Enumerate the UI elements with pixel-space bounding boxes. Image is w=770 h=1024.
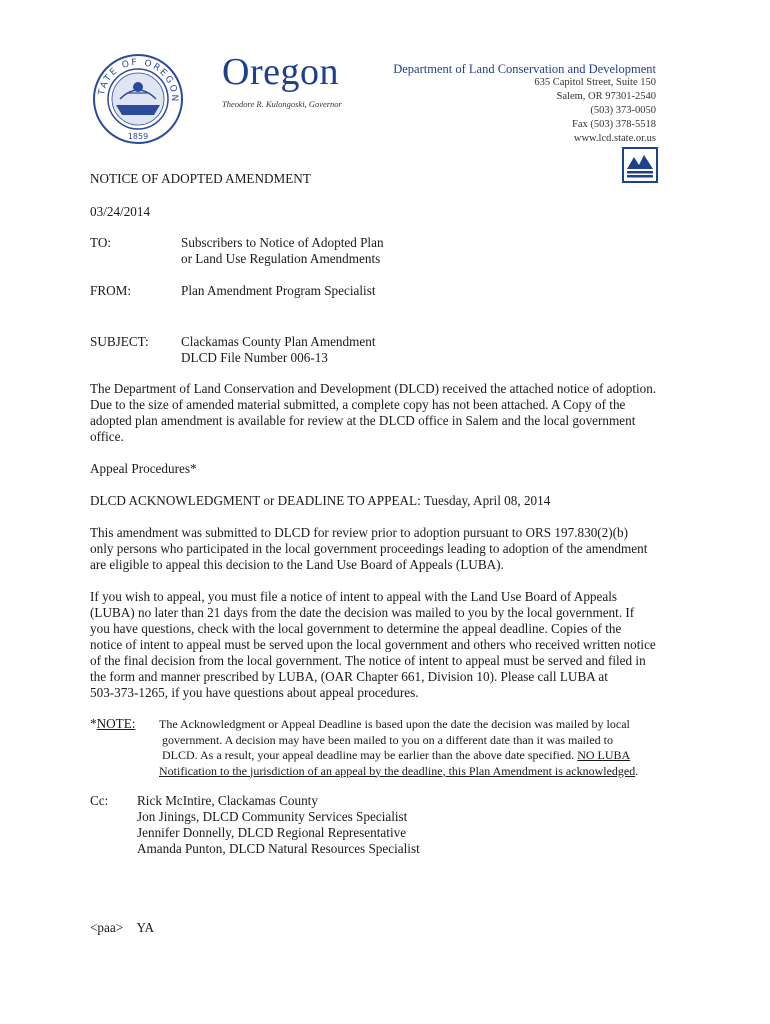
fax-number: Fax (503) 378-5518	[572, 119, 656, 130]
note-line-3-underline: NO LUBA	[577, 748, 631, 762]
eligibility-line-2: only persons who participated in the local government proceedings leading to adoption of the amendment	[90, 541, 648, 556]
note-label	[90, 716, 135, 732]
department-name: Department of Land Conservation and Development	[393, 62, 656, 76]
subject-line-2: DLCD File Number 006-13	[181, 350, 328, 365]
cc-label: Cc:	[90, 793, 109, 808]
intro-paragraph	[90, 381, 685, 445]
seal-year: 1859	[127, 132, 149, 141]
appeal-deadline: DLCD ACKNOWLEDGMENT or DEADLINE TO APPEAL: Tuesday, April 08, 2014	[90, 493, 551, 508]
instructions-line-3: you have questions, check with the local government to determine the appeal deadline. Copies of the	[90, 621, 622, 636]
note-body	[159, 717, 699, 779]
note-line-4-end: .	[635, 763, 639, 778]
department-address-block	[393, 62, 656, 146]
address-line-1: 635 Capitol Street, Suite 150	[534, 77, 656, 88]
instructions-line-2: (LUBA) no later than 21 days from the date the decision was mailed to you by the local government. If	[90, 605, 635, 620]
note-line-4-underline: Notification to the jurisdiction of an appeal by the deadline, this Plan Amendment is acknowledged	[159, 763, 636, 778]
cc-name: Jennifer Donnelly, DLCD Regional Representative	[137, 825, 407, 840]
cc-name: Amanda Punton, DLCD Natural Resources Specialist	[137, 841, 420, 856]
typist-initials: YA	[136, 920, 155, 935]
subject-label: SUBJECT:	[90, 334, 149, 349]
instructions-line-6: the form and manner prescribed by LUBA, (OAR Chapter 661, Division 10). Please call LUBA at	[90, 669, 608, 684]
cc-name: Jon Jinings, DLCD Community Services Specialist	[137, 809, 408, 824]
to-line-2: or Land Use Regulation Amendments	[181, 251, 381, 266]
note-asterisk: *	[90, 716, 97, 731]
note-line-3	[159, 748, 699, 764]
note-line-4	[159, 764, 699, 780]
eligibility-line-3: are eligible to appeal this decision to the Land Use Board of Appeals (LUBA).	[90, 557, 504, 572]
phone-number: (503) 373-0050	[590, 105, 656, 116]
preparer-initials: <paa>	[90, 920, 124, 935]
instructions-line-1: If you wish to appeal, you must file a notice of intent to appeal with the Land Use Board of Appeals	[90, 589, 618, 604]
eligibility-paragraph	[90, 525, 685, 573]
intro-line-2: Due to the size of amended material submitted, a complete copy has not been attached. A Copy of the	[90, 397, 626, 412]
cc-name: Rick McIntire, Clackamas County	[137, 793, 318, 808]
lcdc-logo-icon	[622, 147, 658, 183]
subject-line-1: Clackamas County Plan Amendment	[181, 334, 376, 349]
intro-line-3: adopted plan amendment is available for review at the DLCD office in Salem and the local government	[90, 413, 636, 428]
from-value: Plan Amendment Program Specialist	[181, 283, 376, 298]
governor-name: Theodore R. Kulongoski, Governor	[222, 99, 342, 109]
appeal-instructions-paragraph	[90, 589, 685, 701]
note-line-3-text: DLCD. As a result, your appeal deadline may be earlier than the above date specified.	[162, 748, 578, 762]
intro-line-1: The Department of Land Conservation and Development (DLCD) received the attached notice of adoption.	[90, 381, 657, 396]
notice-title: NOTICE OF ADOPTED AMENDMENT	[90, 171, 311, 186]
to-line-1: Subscribers to Notice of Adopted Plan	[181, 235, 384, 250]
website: www.lcd.state.or.us	[573, 133, 656, 144]
instructions-line-4: notice of intent to appeal must be served upon the local government and others who received written notice	[90, 637, 656, 652]
appeal-heading: Appeal Procedures*	[90, 461, 197, 476]
address-line-2: Salem, OR 97301-2540	[556, 91, 656, 102]
footer-initials	[90, 920, 154, 936]
eligibility-line-1: This amendment was submitted to DLCD for review prior to adoption pursuant to ORS 197.830(2)(b)	[90, 525, 629, 540]
intro-line-4: office.	[90, 429, 124, 444]
from-label: FROM:	[90, 283, 132, 298]
seal-text: TATE OF OREGON	[97, 57, 180, 104]
note-line-1: The Acknowledgment or Appeal Deadline is based upon the date the decision was mailed by local	[159, 717, 630, 731]
instructions-line-5: of the final decision from the local government. The notice of intent to appeal must be served and filed in	[90, 653, 646, 668]
cc-list	[137, 793, 420, 857]
oregon-state-seal	[92, 53, 184, 145]
to-label: TO:	[90, 235, 112, 250]
notice-date: 03/24/2014	[90, 204, 151, 219]
note-word: NOTE:	[96, 716, 136, 731]
instructions-line-7: 503-373-1265, if you have questions about appeal procedures.	[90, 685, 419, 700]
note-line-2: government. A decision may have been mailed to you on a different date than it was mailed to	[162, 732, 613, 747]
oregon-logo-text: Oregon	[222, 51, 339, 93]
